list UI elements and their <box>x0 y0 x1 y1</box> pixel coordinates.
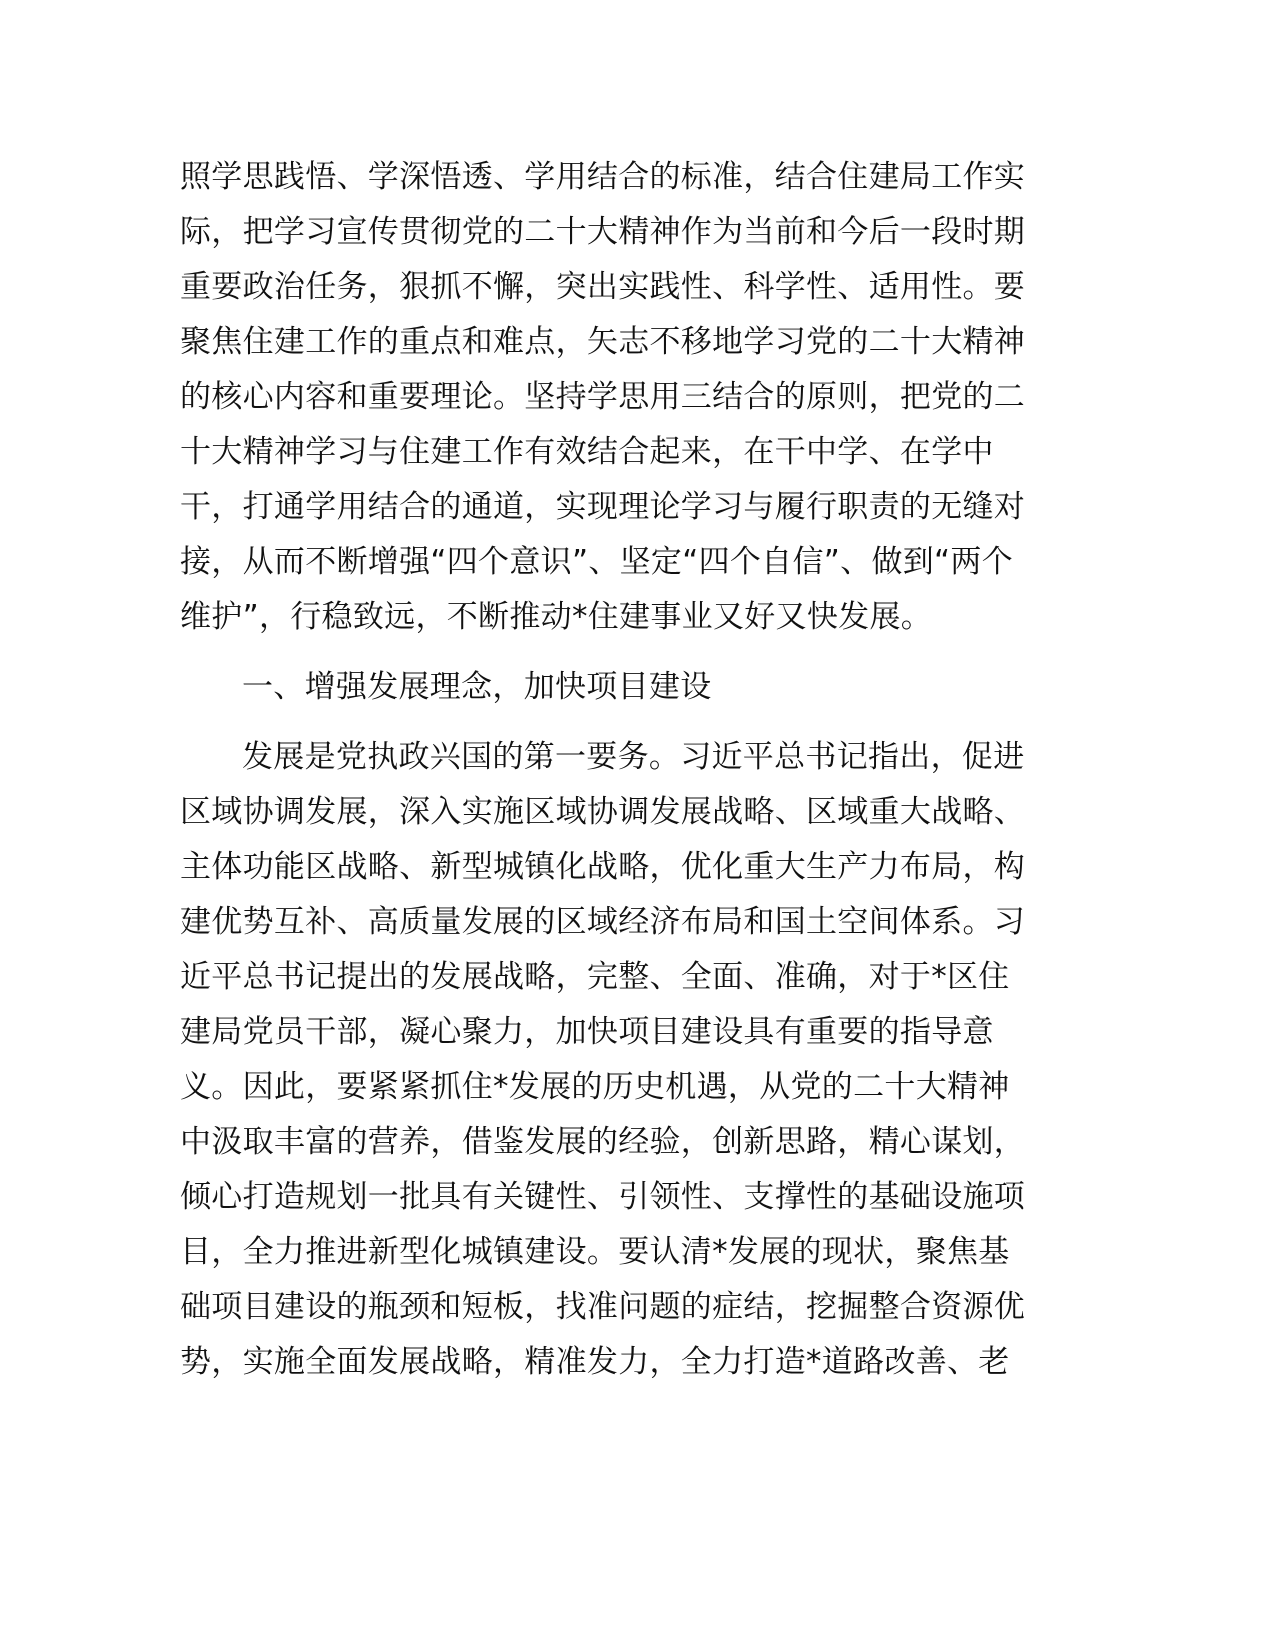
paragraph-line: 十大精神学习与住建工作有效结合起来，在干中学、在学中 <box>180 434 994 470</box>
paragraph-line: 势，实施全面发展战略，精准发力，全力打造*道路改善、老 <box>180 1344 1010 1380</box>
paragraph-line: 倾心打造规划一批具有关键性、引领性、支撑性的基础设施项 <box>180 1179 1026 1215</box>
paragraph-line: 照学思践悟、学深悟透、学用结合的标准，结合住建局工作实 <box>180 159 1026 195</box>
paragraph-line: 重要政治任务，狠抓不懈，突出实践性、科学性、适用性。要 <box>180 269 1026 305</box>
paragraph-line: 发展是党执政兴国的第一要务。习近平总书记指出，促进 <box>242 739 1025 775</box>
paragraph-line: 接，从而不断增强“四个意识”、坚定“四个自信”、做到“两个 <box>180 544 1013 580</box>
paragraph-line: 建优势互补、高质量发展的区域经济布局和国土空间体系。习 <box>180 904 1026 940</box>
section-heading: 一、增强发展理念，加快项目建设 <box>242 669 712 705</box>
paragraph-line: 聚焦住建工作的重点和难点，矢志不移地学习党的二十大精神 <box>180 324 1026 360</box>
paragraph-line: 目，全力推进新型化城镇建设。要认清*发展的现状，聚焦基 <box>180 1234 1010 1270</box>
paragraph-line: 础项目建设的瓶颈和短板，找准问题的症结，挖掘整合资源优 <box>180 1289 1026 1325</box>
paragraph-line: 主体功能区战略、新型城镇化战略，优化重大生产力布局，构 <box>180 849 1026 885</box>
paragraph-line: 建局党员干部，凝心聚力，加快项目建设具有重要的指导意 <box>180 1014 994 1050</box>
paragraph-line: 际，把学习宣传贯彻党的二十大精神作为当前和今后一段时期 <box>180 214 1026 250</box>
paragraph-line: 干，打通学用结合的通道，实现理论学习与履行职责的无缝对 <box>180 489 1026 525</box>
paragraph-line: 的核心内容和重要理论。坚持学思用三结合的原则，把党的二 <box>180 379 1026 415</box>
paragraph-line: 近平总书记提出的发展战略，完整、全面、准确，对于*区住 <box>180 959 1010 995</box>
paragraph-line: 维护”，行稳致远，不断推动*住建事业又好又快发展。 <box>180 599 933 635</box>
paragraph-line: 中汲取丰富的营养，借鉴发展的经验，创新思路，精心谋划， <box>180 1124 1026 1160</box>
paragraph-line: 区域协调发展，深入实施区域协调发展战略、区域重大战略、 <box>180 794 1026 830</box>
paragraph-line: 义。因此，要紧紧抓住*发展的历史机遇，从党的二十大精神 <box>180 1069 1010 1105</box>
